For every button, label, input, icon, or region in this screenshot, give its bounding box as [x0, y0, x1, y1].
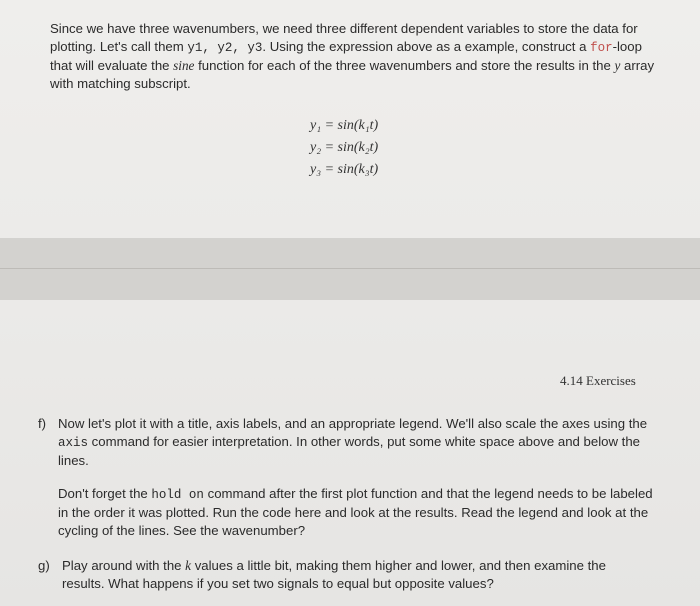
variable-names: y1, y2, y3 — [187, 41, 263, 55]
intro-text-5: array with matching subscript. — [50, 58, 655, 91]
equation-y3: y₃ = sin(k₃t) — [310, 162, 379, 177]
intro-text-3: -loop that will evaluate the — [50, 39, 642, 73]
k-symbol: k — [185, 558, 192, 573]
item-f-paragraph-1 — [58, 415, 653, 470]
intro-text-4: function for each of the three wavenumbers and store the results in the — [194, 58, 615, 73]
section-header: 4.14 Exercises — [560, 373, 636, 388]
intro-text-2: . Using the expression above as a example, construct a — [262, 39, 591, 54]
item-f-label: f) — [38, 416, 47, 431]
equation-y1: y₁ = sin(k₁t) — [310, 118, 379, 133]
item-g-paragraph — [62, 557, 652, 593]
item-f-text-2: command for easier interpretation. In other words, put some white space above and below the lines. — [58, 434, 640, 468]
item-g-text-2: values a little bit, making them higher and lower, and then examine the results. What happens if you set two signals to equal but opposite values? — [62, 558, 606, 591]
hold-on-keyword: hold on — [151, 488, 204, 502]
intro-paragraph — [50, 20, 660, 93]
item-f-text-1: Now let's plot it with a title, axis labels, and an appropriate legend. We'll also scale the axes using the — [58, 416, 648, 431]
band-divider — [0, 268, 700, 269]
item-g-label: g) — [38, 558, 50, 573]
item-f-p2-text-2: command after the first plot function and that the legend needs to be labeled in the order it was plotted. Run the code here and look at the results. Read the legend and look at the cycling of the lines. See the wavenumber? — [58, 486, 653, 538]
intro-text-1: Since we have three wavenumbers, we need three different dependent variables to store the data for plotting. Let's call them — [50, 21, 638, 54]
for-keyword: for — [590, 41, 613, 55]
code-cell-band — [0, 238, 700, 300]
item-f-p2-text-1: Don't forget the — [58, 486, 152, 501]
item-f-paragraph-2 — [58, 485, 653, 540]
axis-keyword: axis — [58, 436, 89, 450]
equation-y2: y₂ = sin(k₂t) — [310, 140, 379, 155]
y-symbol: y — [614, 58, 621, 73]
sine-word: sine — [173, 58, 195, 73]
equation-block — [310, 115, 378, 181]
item-g-text-1: Play around with the — [62, 558, 186, 573]
